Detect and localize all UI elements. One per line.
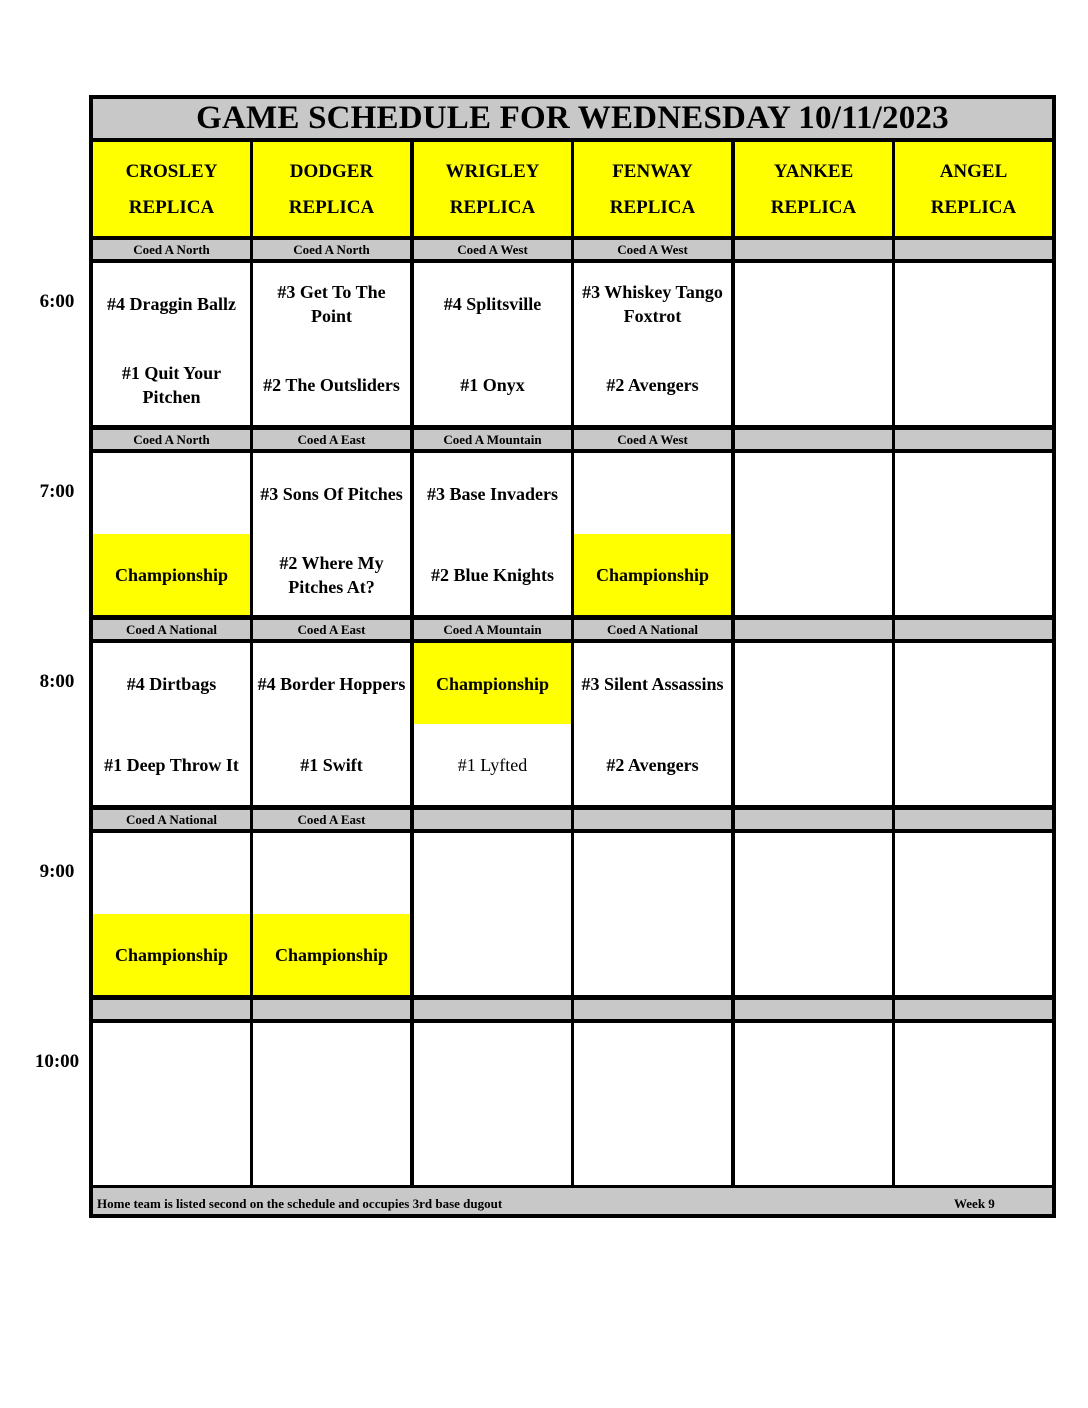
- home-team: [93, 1104, 250, 1185]
- home-team: [895, 534, 1052, 615]
- game-slot: [895, 643, 1052, 805]
- division-label: [735, 430, 892, 449]
- home-team: [735, 914, 892, 995]
- field-name: DODGER: [289, 161, 374, 182]
- away-team: #4 Dirtbags: [126, 673, 217, 694]
- division-label: Coed A North: [93, 430, 250, 449]
- game-slot: [253, 453, 410, 615]
- home-team: [414, 914, 571, 995]
- game-slot: [735, 833, 892, 995]
- home-team: #2 Where My Pitches At?: [279, 552, 384, 597]
- schedule-footer: [93, 1188, 1052, 1214]
- field-name: WRIGLEY: [445, 161, 540, 182]
- away-team: [253, 833, 410, 914]
- time-label: 7:00: [39, 481, 75, 502]
- away-team: [574, 833, 731, 914]
- division-label: Coed A North: [93, 240, 250, 259]
- time-label: 10:00: [34, 1051, 80, 1072]
- away-team: [93, 453, 250, 534]
- home-team: [574, 914, 731, 995]
- field-name: YANKEE: [773, 161, 854, 182]
- away-team: [574, 1023, 731, 1104]
- home-team: #1 Quit Your Pitchen: [121, 362, 222, 407]
- field-type: REPLICA: [770, 197, 857, 218]
- home-team: Championship: [93, 914, 250, 995]
- division-label: Coed A Mountain: [414, 620, 571, 639]
- field-type: REPLICA: [449, 197, 536, 218]
- home-team: [895, 1104, 1052, 1185]
- home-team: Championship: [253, 914, 410, 995]
- division-label: [574, 810, 731, 829]
- away-team: #3 Whiskey Tango Foxtrot: [582, 281, 723, 326]
- schedule-table: [89, 95, 1056, 1218]
- home-team: [735, 344, 892, 425]
- away-team: [253, 1023, 410, 1104]
- game-slot: [414, 453, 571, 615]
- division-label: [895, 620, 1052, 639]
- home-team: Championship: [93, 534, 250, 615]
- division-label: Coed A West: [574, 430, 731, 449]
- home-team: #1 Onyx: [460, 374, 525, 395]
- game-slot: [414, 263, 571, 425]
- game-slot: [93, 453, 250, 615]
- home-team: #2 Blue Knights: [430, 564, 555, 585]
- away-team: #3 Get To The Point: [277, 281, 386, 326]
- division-label: [93, 1000, 250, 1019]
- game-slot: [93, 263, 250, 425]
- away-team: #4 Splitsville: [443, 293, 542, 314]
- home-team: #1 Deep Throw It: [104, 754, 239, 775]
- division-label: Coed A West: [574, 240, 731, 259]
- home-team: [253, 1104, 410, 1185]
- away-team: #3 Silent Assassins: [581, 673, 724, 694]
- field-name: ANGEL: [939, 161, 1008, 182]
- away-team: Championship: [414, 643, 571, 724]
- time-label: 9:00: [39, 861, 75, 882]
- game-slot: [895, 453, 1052, 615]
- division-label: [735, 810, 892, 829]
- game-slot: [93, 833, 250, 995]
- field-header-wrigley: [414, 142, 571, 236]
- division-label: [414, 810, 571, 829]
- field-type: REPLICA: [288, 197, 375, 218]
- division-label: [735, 620, 892, 639]
- division-label: Coed A National: [93, 620, 250, 639]
- division-label: [895, 240, 1052, 259]
- division-label: [414, 1000, 571, 1019]
- home-team: [735, 534, 892, 615]
- game-slot: [414, 1023, 571, 1185]
- footer-note: Home team is listed second on the schedule and occupies 3rd base dugout: [97, 1196, 503, 1211]
- away-team: [735, 1023, 892, 1104]
- away-team: [895, 263, 1052, 344]
- home-team: #2 Avengers: [606, 754, 699, 775]
- division-label: [735, 240, 892, 259]
- away-team: [895, 1023, 1052, 1104]
- game-slot: [574, 453, 731, 615]
- field-type: REPLICA: [930, 197, 1017, 218]
- week-label: Week 9: [954, 1196, 995, 1211]
- home-team: #2 The Outsliders: [263, 374, 400, 395]
- field-header-crosley: [93, 142, 250, 236]
- division-label: Coed A Mountain: [414, 430, 571, 449]
- away-team: [735, 263, 892, 344]
- field-type: REPLICA: [128, 197, 215, 218]
- game-slot: [93, 643, 250, 805]
- away-team: [735, 833, 892, 914]
- home-team: [735, 1104, 892, 1185]
- away-team: [895, 833, 1052, 914]
- away-team: [574, 453, 731, 534]
- home-team: Championship: [574, 534, 731, 615]
- game-slot: [253, 833, 410, 995]
- away-team: #4 Draggin Ballz: [107, 293, 236, 314]
- away-team: #3 Sons Of Pitches: [260, 483, 403, 504]
- home-team: #1 Swift: [300, 754, 363, 775]
- game-slot: [895, 833, 1052, 995]
- home-team: #1 Lyfted: [457, 754, 528, 775]
- time-label: 8:00: [39, 671, 75, 692]
- game-slot: [895, 1023, 1052, 1185]
- game-slot: [574, 1023, 731, 1185]
- division-label: Coed A North: [253, 240, 410, 259]
- away-team: [735, 643, 892, 724]
- game-slot: [574, 833, 731, 995]
- division-label: [735, 1000, 892, 1019]
- game-slot: [735, 453, 892, 615]
- away-team: [895, 643, 1052, 724]
- game-slot: [895, 263, 1052, 425]
- field-header-dodger: [253, 142, 410, 236]
- game-slot: [93, 1023, 250, 1185]
- game-slot: [414, 833, 571, 995]
- division-label: [895, 430, 1052, 449]
- game-slot: [253, 643, 410, 805]
- away-team: [895, 453, 1052, 534]
- away-team: [93, 1023, 250, 1104]
- field-header-fenway: [574, 142, 731, 236]
- division-label: [253, 1000, 410, 1019]
- field-header-angel: [895, 142, 1052, 236]
- home-team: [574, 1104, 731, 1185]
- game-slot: [574, 263, 731, 425]
- field-name: CROSLEY: [125, 161, 218, 182]
- game-slot: [735, 263, 892, 425]
- division-label: Coed A National: [574, 620, 731, 639]
- home-team: [735, 724, 892, 805]
- division-label: Coed A East: [253, 430, 410, 449]
- home-team: [895, 724, 1052, 805]
- division-label: Coed A West: [414, 240, 571, 259]
- division-label: [895, 1000, 1052, 1019]
- away-team: [414, 1023, 571, 1104]
- division-label: Coed A National: [93, 810, 250, 829]
- division-label: Coed A East: [253, 810, 410, 829]
- game-slot: [735, 1023, 892, 1185]
- game-slot: [735, 643, 892, 805]
- away-team: #3 Base Invaders: [426, 483, 558, 504]
- game-slot: [253, 263, 410, 425]
- division-label: [574, 1000, 731, 1019]
- home-team: [895, 914, 1052, 995]
- game-slot: [253, 1023, 410, 1185]
- away-team: #4 Border Hoppers: [257, 673, 406, 694]
- page-title: GAME SCHEDULE FOR WEDNESDAY 10/11/2023: [93, 99, 1052, 138]
- time-label: 6:00: [39, 291, 75, 312]
- field-header-yankee: [735, 142, 892, 236]
- home-team: [895, 344, 1052, 425]
- field-name: FENWAY: [612, 161, 693, 182]
- home-team: [414, 1104, 571, 1185]
- away-team: [414, 833, 571, 914]
- game-slot: [574, 643, 731, 805]
- home-team: #2 Avengers: [606, 374, 699, 395]
- away-team: [735, 453, 892, 534]
- division-label: Coed A East: [253, 620, 410, 639]
- game-slot: [414, 643, 571, 805]
- away-team: [93, 833, 250, 914]
- division-label: [895, 810, 1052, 829]
- field-type: REPLICA: [609, 197, 696, 218]
